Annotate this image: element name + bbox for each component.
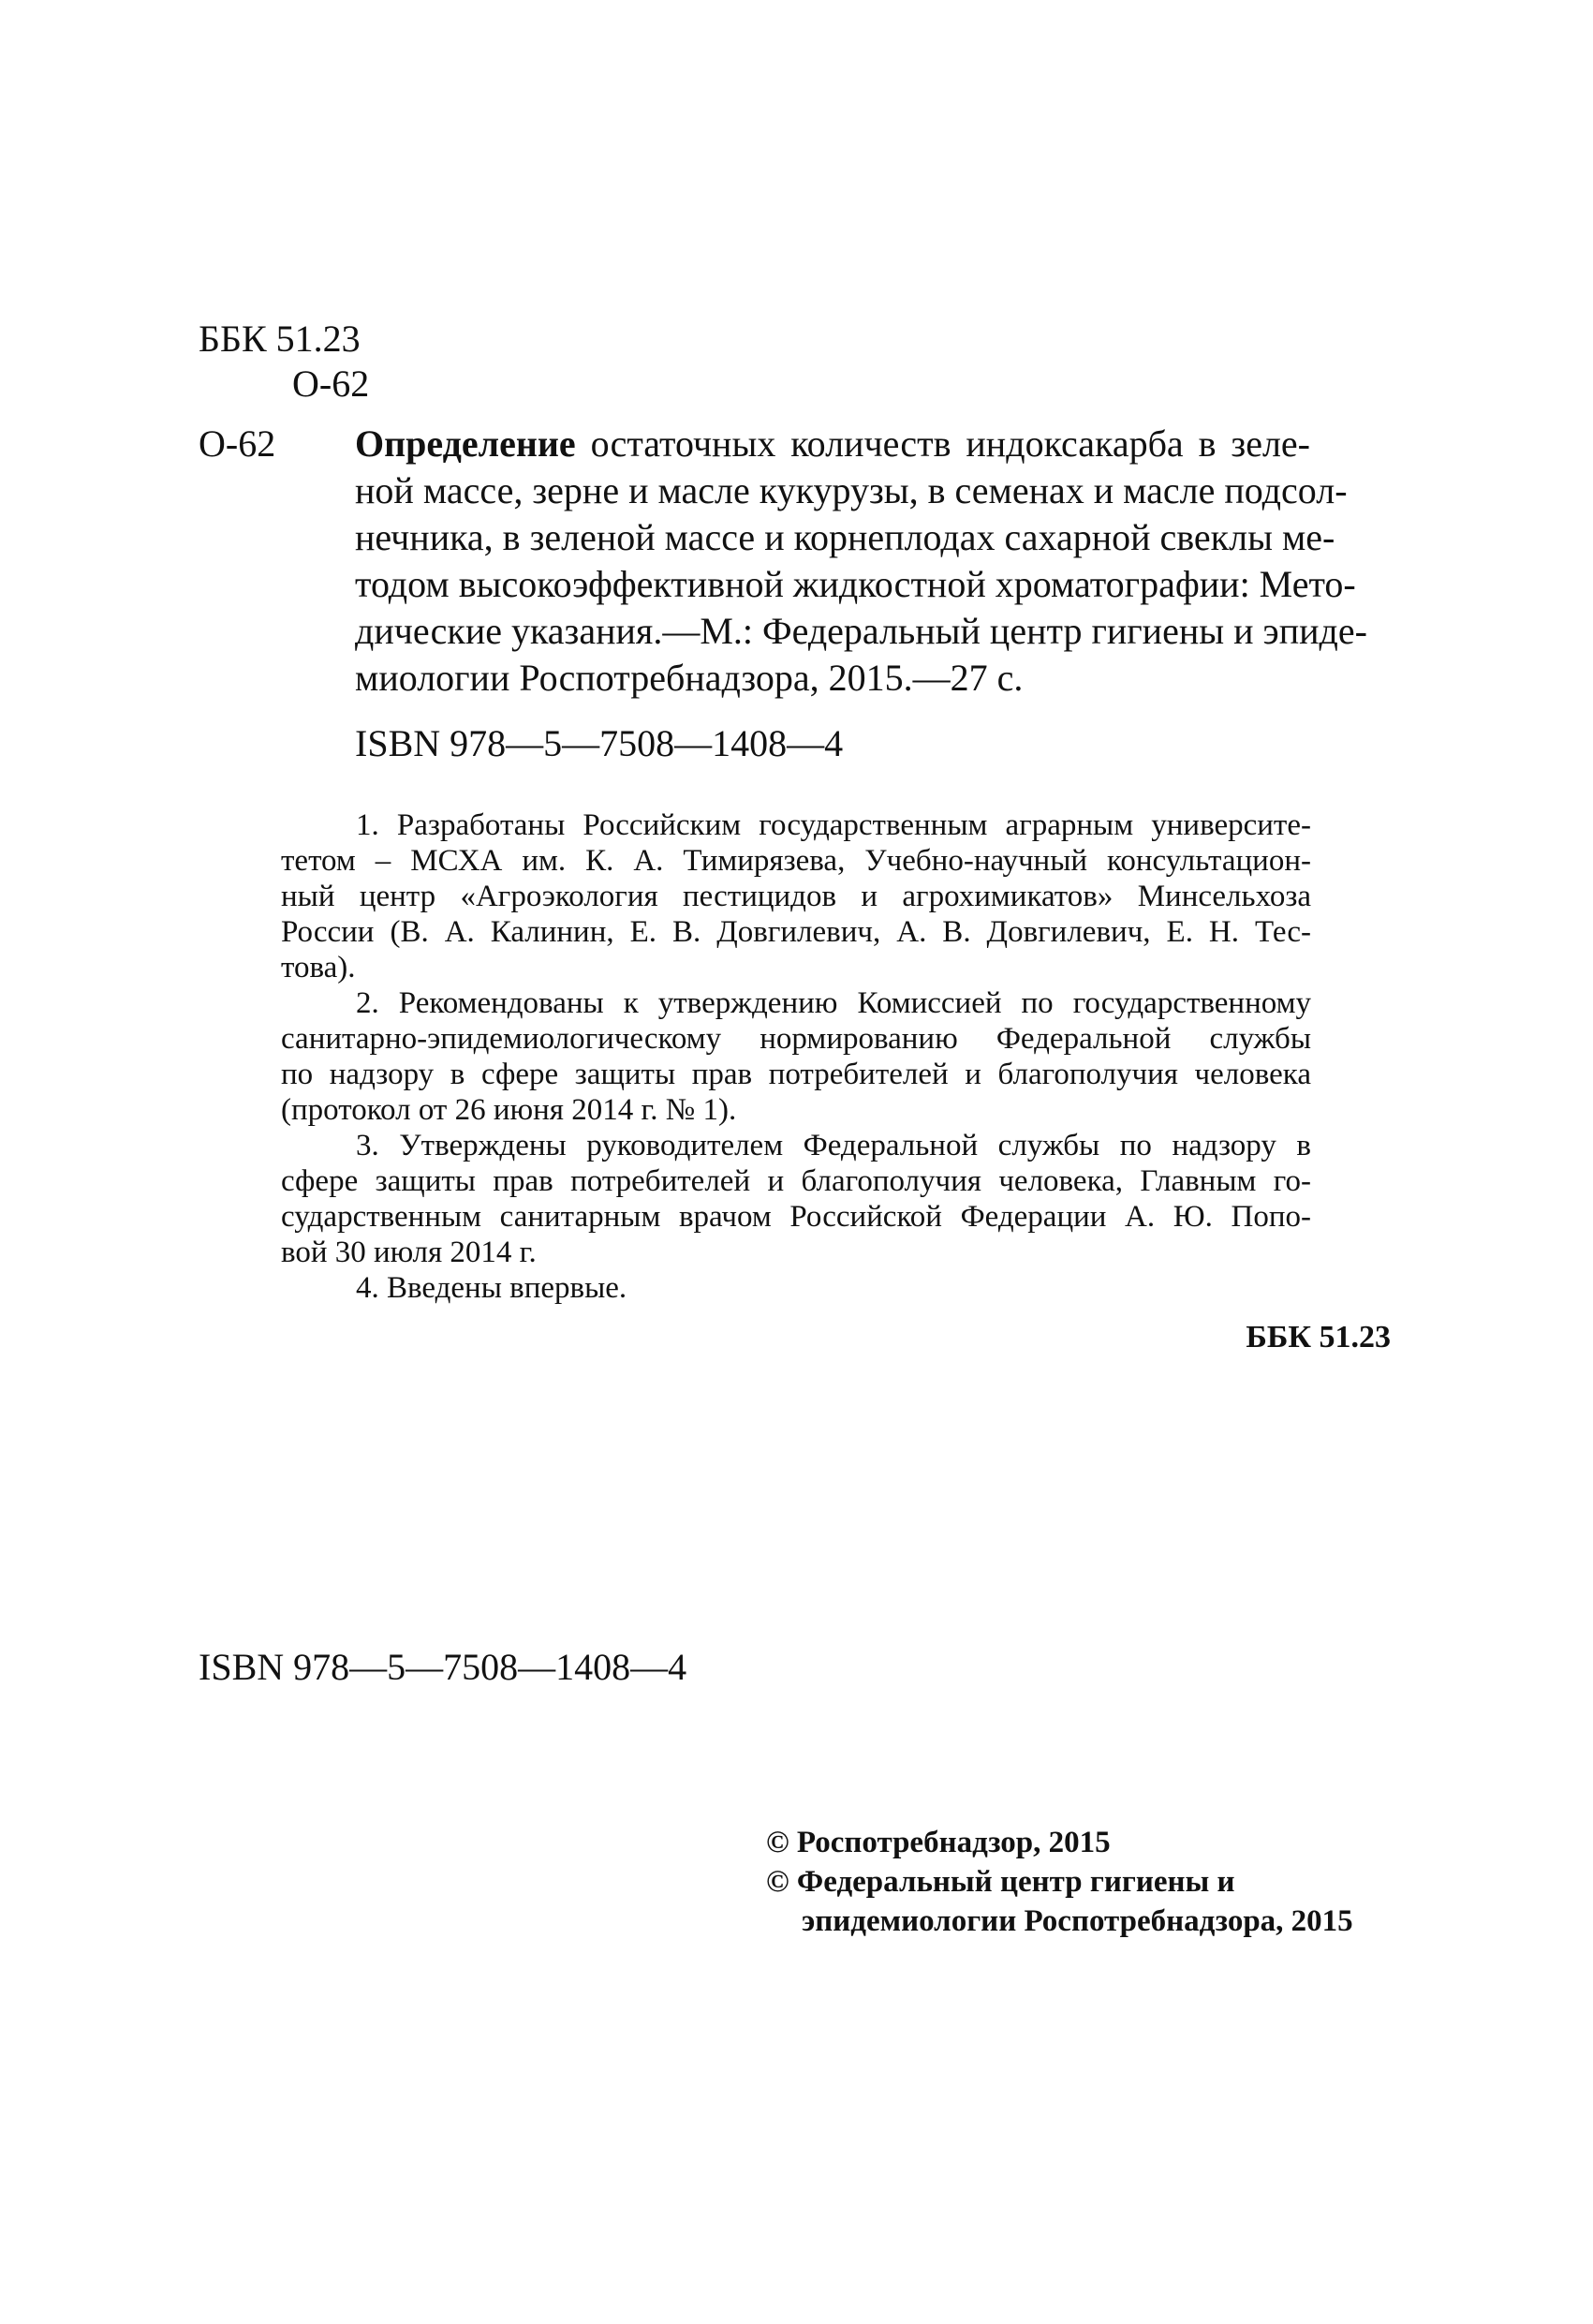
description-line: миологии Роспотребнадзора, 2015.—27 с. bbox=[355, 657, 1024, 699]
note-line: тетом – МСХА им. К. А. Тимирязева, Учебно-научный консультацион- bbox=[281, 844, 1311, 878]
bbk-index-right: ББК 51.23 bbox=[1246, 1320, 1391, 1354]
note-line: 3. Утверждены руководителем Федеральной службы по надзору в bbox=[356, 1129, 1311, 1162]
notes-block bbox=[281, 807, 1311, 1306]
entry-author-sign: О-62 bbox=[199, 422, 276, 465]
note-line: вой 30 июля 2014 г. bbox=[281, 1236, 537, 1269]
description-line: тодом высокоэффективной жидкостной хроматографии: Мето- bbox=[355, 563, 1356, 605]
description-line: нечника, в зеленой массе и корнеплодах сахарной свеклы ме- bbox=[355, 516, 1335, 558]
note-line: по надзору в сфере защиты прав потребителей и благополучия человека bbox=[281, 1058, 1311, 1091]
note-line: сфере защиты прав потребителей и благополучия человека, Главным го- bbox=[281, 1164, 1311, 1198]
description-line: дические указания.—М.: Федеральный центр гигиены и эпиде- bbox=[355, 610, 1367, 652]
note-line: 2. Рекомендованы к утверждению Комиссией по государственному bbox=[356, 986, 1311, 1020]
description-title: Определение bbox=[355, 422, 576, 465]
author-sign: О-62 bbox=[292, 363, 370, 405]
bibliographic-description bbox=[355, 421, 1367, 702]
description-line: Определение остаточных количеств индоксакарба в зеле- bbox=[355, 422, 1310, 465]
note-line: това). bbox=[281, 951, 356, 984]
bbk-index: ББК 51.23 bbox=[199, 318, 361, 360]
copyright-block bbox=[766, 1823, 1353, 1941]
isbn-middle: ISBN 978—5—7508—1408—4 bbox=[355, 722, 844, 764]
note-line: (протокол от 26 июня 2014 г. № 1). bbox=[281, 1093, 737, 1127]
note-line: 4. Введены впервые. bbox=[356, 1271, 627, 1305]
note-line: сударственным санитарным врачом Российской Федерации А. Ю. Попо- bbox=[281, 1200, 1311, 1234]
note-line: ный центр «Агроэкология пестицидов и агрохимикатов» Минсельхоза bbox=[281, 880, 1311, 913]
note-line: санитарно-эпидемиологическому нормированию Федеральной службы bbox=[281, 1022, 1311, 1056]
copyright-line: © Федеральный центр гигиены и bbox=[766, 1865, 1235, 1899]
note-line: 1. Разработаны Российским государственным аграрным университе- bbox=[356, 808, 1311, 842]
note-line: России (В. А. Калинин, Е. В. Довгилевич, А. В. Довгилевич, Е. Н. Тес- bbox=[281, 915, 1311, 949]
copyright-line: © Роспотребнадзор, 2015 bbox=[766, 1826, 1111, 1859]
copyright-line: эпидемиологии Роспотребнадзора, 2015 bbox=[802, 1904, 1353, 1938]
description-line: ной массе, зерне и масле кукурузы, в семенах и масле подсол- bbox=[355, 469, 1348, 511]
isbn-bottom: ISBN 978—5—7508—1408—4 bbox=[199, 1646, 687, 1688]
